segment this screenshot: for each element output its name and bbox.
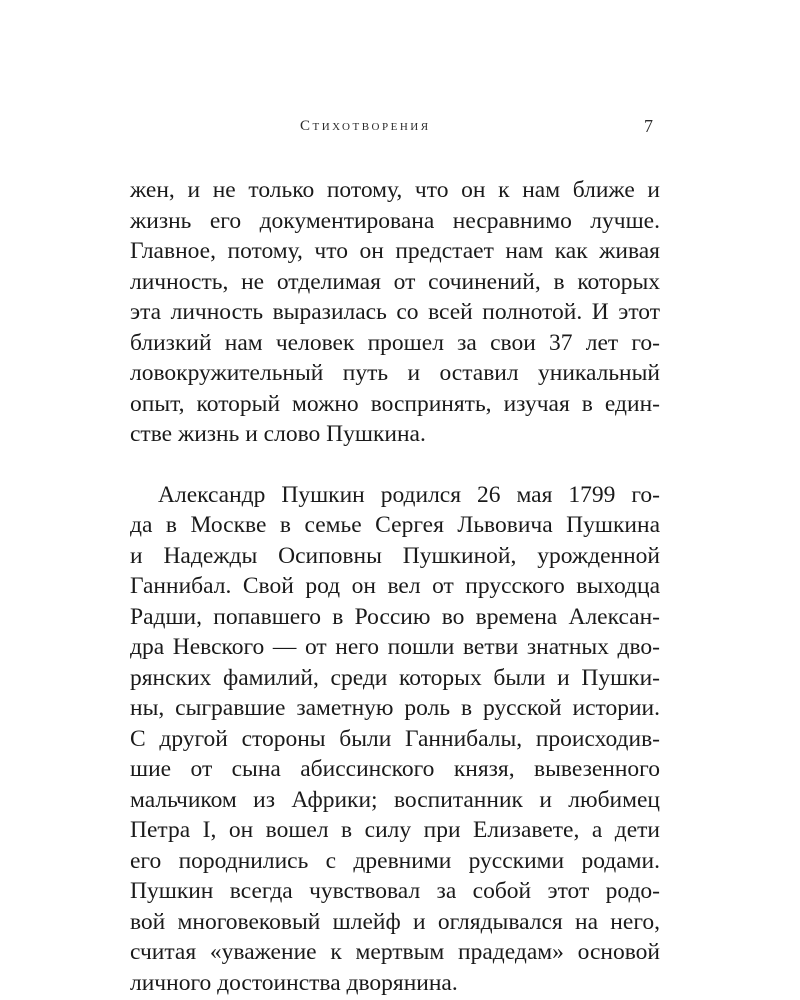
- text-line: и Надежды Осиповны Пушкиной, урожденной: [130, 542, 660, 569]
- text-line: его породнились с древними русскими родами.: [130, 847, 660, 874]
- text-line: ловокружительный путь и оставил уникальный: [130, 360, 660, 386]
- text-line: личного достоинства дворянина.: [130, 969, 458, 996]
- text-line: близкий нам человек прошел за свои 37 лет го-: [130, 329, 660, 356]
- text-line: личность, не отделимая от сочинений, в которых: [130, 268, 660, 295]
- paragraph-gap: [130, 450, 660, 480]
- text-line: дра Невского — от него пошли ветви знатных дво-: [130, 634, 660, 660]
- text-line: Ганнибал. Свой род он вел от прусского выходца: [130, 573, 660, 599]
- text-line: опыт, который можно воспринять, изучая в един-: [130, 390, 660, 417]
- text-line: эта личность выразилась со всей полнотой. И этот: [130, 299, 660, 325]
- text-line: мальчиком из Африки; воспитанник и любимец: [130, 786, 660, 813]
- text-line: рянских фамилий, среди которых были и Пушки-: [130, 664, 660, 691]
- text-line: Александр Пушкин родился 26 мая 1799 го-: [158, 481, 660, 508]
- paragraph: [130, 480, 660, 999]
- paragraph: [130, 175, 660, 450]
- text-line: Петра I, он вошел в силу при Елизавете, а дети: [130, 817, 660, 843]
- text-line: да в Москве в семье Сергея Львовича Пушкина: [130, 512, 660, 538]
- text-line: Радши, попавшего в Россию во времена Алексан-: [130, 603, 660, 630]
- text-line: Пушкин всегда чувствовал за собой этот родо-: [130, 878, 660, 904]
- page-number: 7: [644, 116, 653, 136]
- running-head-title: Стихотворения: [300, 118, 431, 134]
- text-line: Главное, потому, что он предстает нам как живая: [130, 238, 660, 264]
- text-line: жен, и не только потому, что он к нам ближе и: [130, 177, 660, 203]
- text-line: шие от сына абиссинского князя, вывезенного: [130, 756, 660, 782]
- text-line: ны, сыгравшие заметную роль в русской истории.: [130, 695, 660, 721]
- text-line: считая «уважение к мертвым прадедам» основой: [130, 939, 660, 965]
- text-line: стве жизнь и слово Пушкина.: [130, 421, 426, 447]
- body-text: [130, 175, 660, 998]
- text-line: С другой стороны были Ганнибалы, происходив-: [130, 725, 660, 752]
- text-line: вой многовековый шлейф и оглядывался на него,: [130, 908, 660, 935]
- text-line: жизнь его документирована несравнимо лучше.: [130, 207, 660, 234]
